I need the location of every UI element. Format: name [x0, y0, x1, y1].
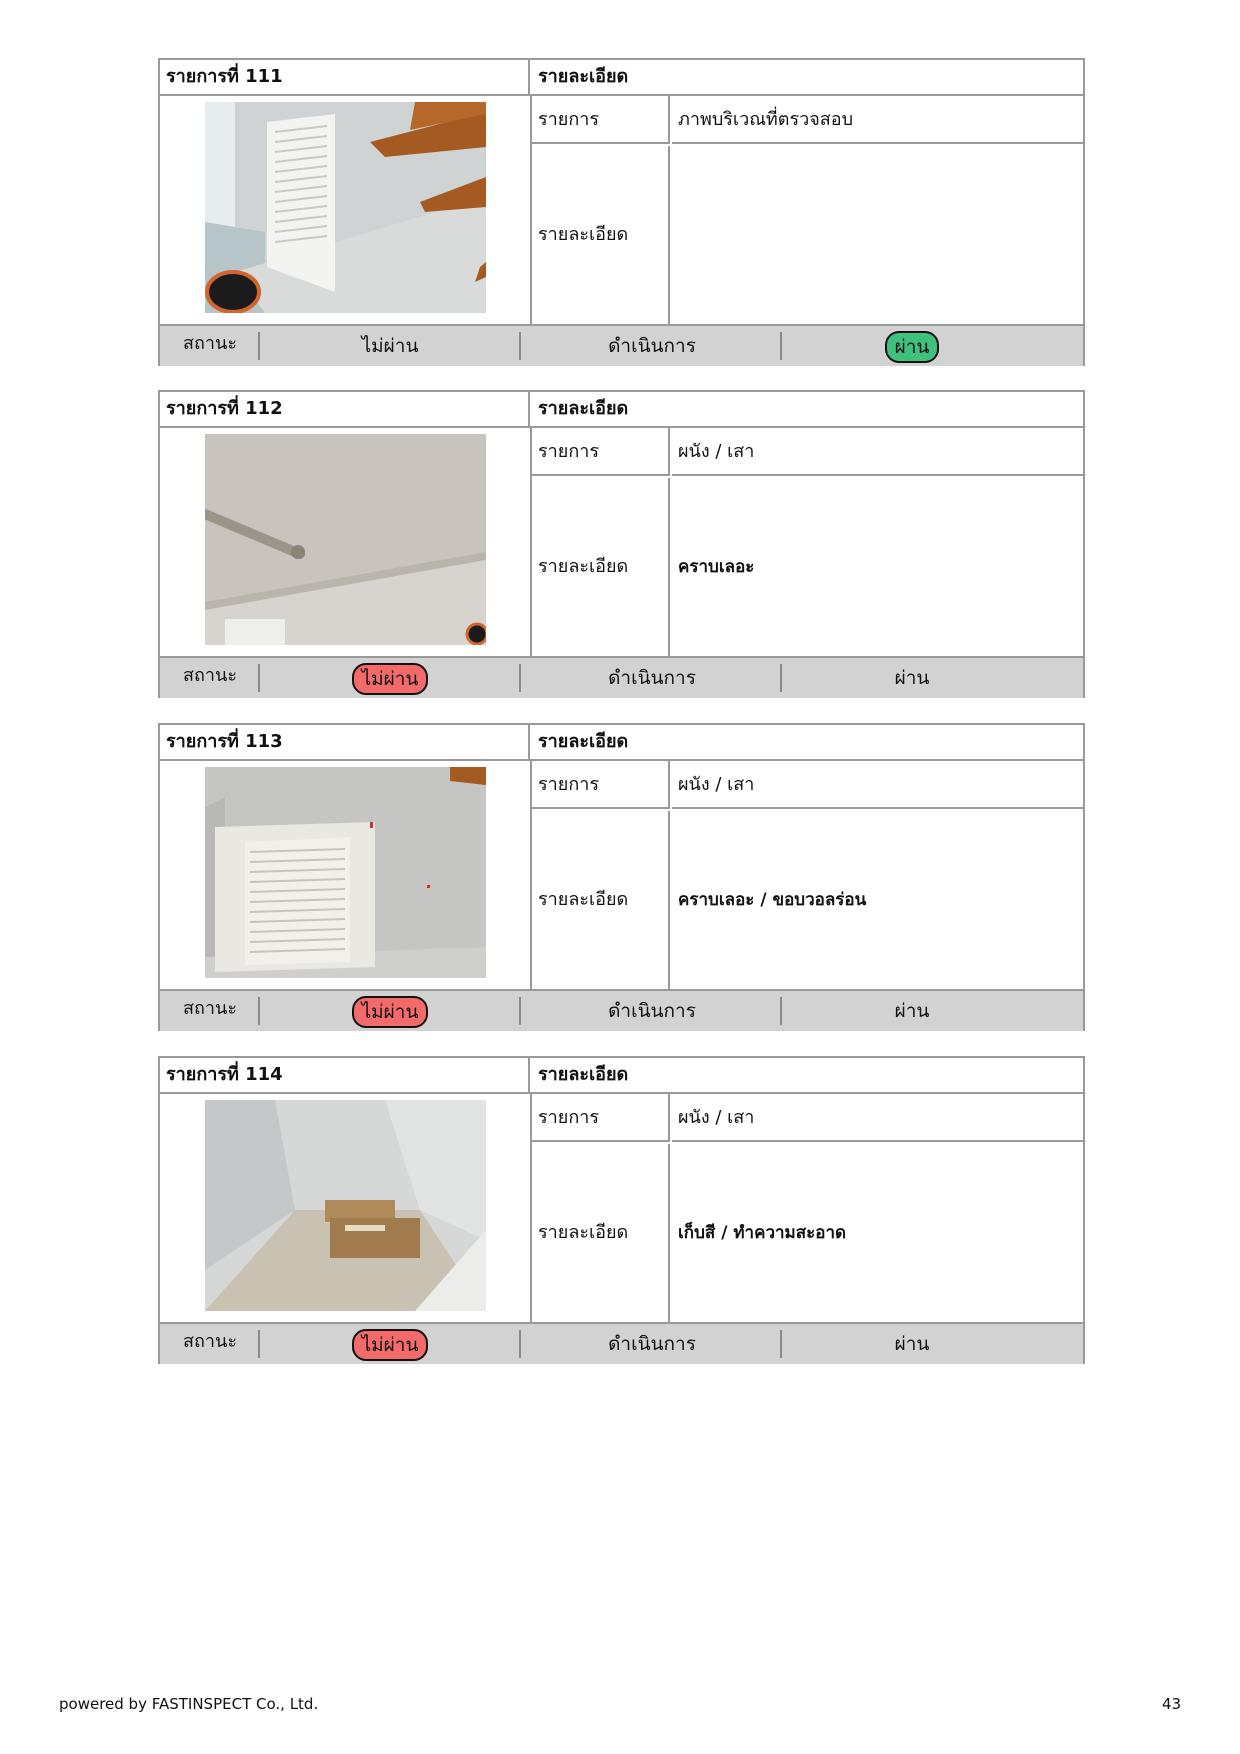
- card-header: [160, 60, 1083, 96]
- status-fail-option[interactable]: [260, 326, 520, 366]
- status-bar: [160, 1322, 1083, 1364]
- detail-label: รายละเอียด: [532, 811, 670, 989]
- status-pass-text: ผ่าน: [894, 1333, 930, 1355]
- item-number: รายการที่ 114: [160, 1058, 530, 1092]
- status-pass-option[interactable]: [782, 1324, 1042, 1364]
- item-number: รายการที่ 113: [160, 725, 530, 759]
- status-label: สถานะ: [183, 333, 237, 354]
- footer-powered-by: powered by FASTINSPECT Co., Ltd.: [59, 1695, 319, 1713]
- status-pass-text: ผ่าน: [894, 667, 930, 689]
- detail-label: รายละเอียด: [532, 1144, 670, 1322]
- detail-label: รายละเอียด: [532, 146, 670, 324]
- card-header: [160, 392, 1083, 428]
- photo-cell: [160, 1094, 532, 1322]
- item-label: รายการ: [532, 428, 670, 476]
- divider: [519, 664, 521, 692]
- status-in-progress-option[interactable]: [522, 1324, 782, 1364]
- status-fail-selected: ไม่ผ่าน: [352, 1329, 429, 1361]
- status-fail-option[interactable]: [260, 658, 520, 698]
- item-label: รายการ: [532, 1094, 670, 1142]
- item-label: รายการ: [532, 96, 670, 144]
- detail-header: รายละเอียด: [538, 66, 629, 87]
- status-pass-text: ผ่าน: [894, 1000, 930, 1022]
- status-in-progress-text: ดำเนินการ: [608, 1000, 696, 1022]
- status-in-progress-option[interactable]: [522, 991, 782, 1031]
- item-value: ภาพบริเวณที่ตรวจสอบ: [672, 96, 1083, 144]
- info-table: [532, 428, 1083, 656]
- inspection-card-112: [158, 390, 1085, 698]
- status-bar: [160, 324, 1083, 366]
- inspection-photo: [205, 767, 486, 978]
- status-label: สถานะ: [183, 998, 237, 1019]
- inspection-photo: [205, 434, 486, 645]
- status-in-progress-text: ดำเนินการ: [608, 1333, 696, 1355]
- divider: [519, 997, 521, 1025]
- detail-header: รายละเอียด: [538, 731, 629, 752]
- inspection-photo: [205, 1100, 486, 1311]
- detail-value: [672, 146, 1083, 324]
- status-pass-selected: ผ่าน: [885, 331, 940, 363]
- status-fail-selected: ไม่ผ่าน: [352, 663, 429, 695]
- detail-header: รายละเอียด: [538, 398, 629, 419]
- divider: [519, 1330, 521, 1358]
- detail-header: รายละเอียด: [538, 1064, 629, 1085]
- status-in-progress-text: ดำเนินการ: [608, 667, 696, 689]
- inspection-card-114: [158, 1056, 1085, 1364]
- divider: [519, 332, 521, 360]
- status-pass-option[interactable]: [782, 991, 1042, 1031]
- info-table: [532, 96, 1083, 324]
- detail-value: เก็บสี / ทำความสะอาด: [678, 1223, 847, 1243]
- status-fail-option[interactable]: [260, 991, 520, 1031]
- status-in-progress-option[interactable]: [522, 326, 782, 366]
- photo-cell: [160, 761, 532, 989]
- info-table: [532, 761, 1083, 989]
- item-number: รายการที่ 111: [160, 60, 530, 94]
- detail-value: คราบเลอะ: [678, 557, 755, 577]
- status-bar: [160, 656, 1083, 698]
- status-label: สถานะ: [183, 1331, 237, 1352]
- inspection-card-113: [158, 723, 1085, 1031]
- detail-value: คราบเลอะ / ขอบวอลร่อน: [678, 890, 867, 910]
- inspection-photo: [205, 102, 486, 313]
- info-table: [532, 1094, 1083, 1322]
- status-pass-option[interactable]: [782, 658, 1042, 698]
- status-in-progress-text: ดำเนินการ: [608, 335, 696, 357]
- photo-cell: [160, 428, 532, 656]
- item-value: ผนัง / เสา: [672, 761, 1083, 809]
- item-number: รายการที่ 112: [160, 392, 530, 426]
- inspection-card-111: [158, 58, 1085, 366]
- detail-label: รายละเอียด: [532, 478, 670, 656]
- card-header: [160, 1058, 1083, 1094]
- page-number: 43: [1162, 1695, 1182, 1713]
- status-fail-option[interactable]: [260, 1324, 520, 1364]
- status-fail-selected: ไม่ผ่าน: [352, 996, 429, 1028]
- photo-cell: [160, 96, 532, 324]
- status-in-progress-option[interactable]: [522, 658, 782, 698]
- status-pass-option[interactable]: [782, 326, 1042, 366]
- card-header: [160, 725, 1083, 761]
- item-value: ผนัง / เสา: [672, 1094, 1083, 1142]
- status-label: สถานะ: [183, 665, 237, 686]
- status-bar: [160, 989, 1083, 1031]
- item-label: รายการ: [532, 761, 670, 809]
- status-fail-text: ไม่ผ่าน: [361, 335, 419, 357]
- item-value: ผนัง / เสา: [672, 428, 1083, 476]
